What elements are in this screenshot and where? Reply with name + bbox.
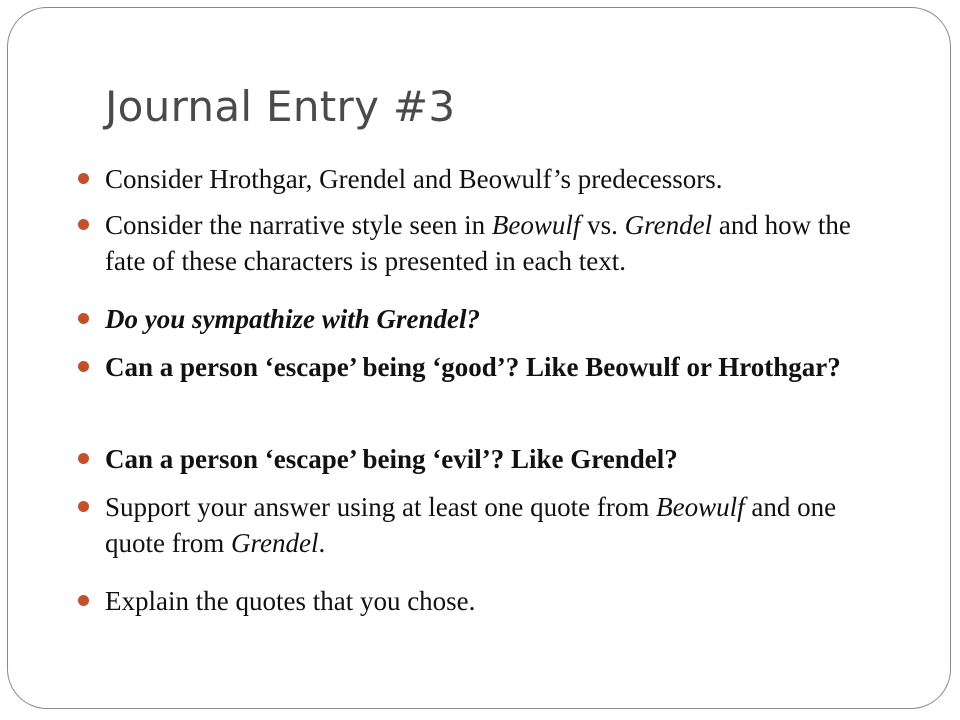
slide-title: Journal Entry #3 xyxy=(105,82,456,131)
bullet-dot xyxy=(78,595,89,606)
bullet-text: Can a person ‘escape’ being ‘good’? Like Beowulf or Hrothgar? xyxy=(105,352,841,382)
bullet-dot xyxy=(78,501,89,512)
bullet-text: Support your answer using at least one quote from Beowulf and one quote from Grendel. xyxy=(105,492,837,558)
bullet-dot xyxy=(78,173,89,184)
bullet-dot xyxy=(78,219,89,230)
bullet-text: Consider the narrative style seen in Beowulf vs. Grendel and how the fate of these characters is presented in each text. xyxy=(105,210,851,276)
bullet-dot xyxy=(78,453,89,464)
bullet-text: Can a person ‘escape’ being ‘evil’? Like Grendel? xyxy=(105,444,678,474)
bullet-text: Explain the quotes that you chose. xyxy=(105,586,476,616)
bullet-dot xyxy=(78,361,89,372)
bullet-text: Consider Hrothgar, Grendel and Beowulf’s predecessors. xyxy=(105,164,723,194)
bullet-text: Do you sympathize with Grendel? xyxy=(105,304,481,334)
title-beowulf: Beowulf xyxy=(656,492,745,522)
title-beowulf: Beowulf xyxy=(491,210,581,240)
title-grendel: Grendel xyxy=(230,528,319,558)
bullet-dot xyxy=(78,313,89,324)
title-grendel: Grendel xyxy=(624,210,713,240)
